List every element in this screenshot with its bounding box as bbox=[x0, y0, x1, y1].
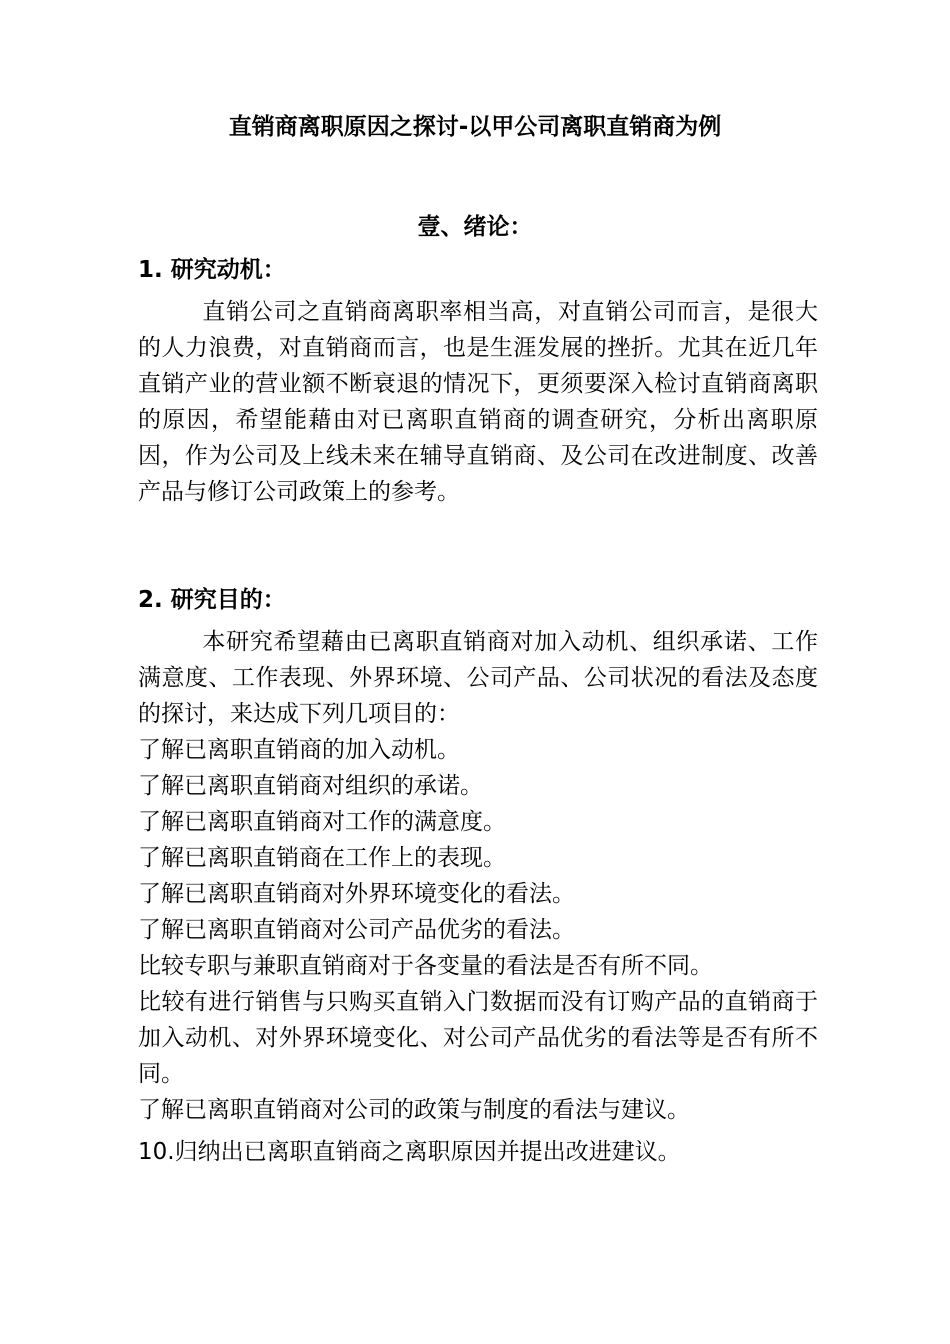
motivation-paragraph: 直销公司之直销商离职率相当高，对直销公司而言，是很大的人力浪费，对直销商而言，也是生涯发展的挫折。尤其在近几年直销产业的营业额不断衰退的情况下，更须要深入检讨直销商离职的原因，希望能藉由对已离职直销商的调查研究，分析出离职原因，作为公司及上线未来在辅导直销商、及公司在改进制度、改善产品与修订公司政策上的参考。 bbox=[138, 299, 818, 505]
list-item: 了解已离职直销商对工作的满意度。 bbox=[138, 809, 506, 835]
section-heading-text: 研究动机： bbox=[170, 257, 286, 283]
document-title: 直销商离职原因之探讨-以甲公司离职直销商为例 bbox=[228, 114, 722, 140]
list-item: 比较有进行销售与只购买直销入门数据而没有订购产品的直销商于加入动机、对外界环境变化、对公司产品优劣的看法等是否有所不同。 bbox=[138, 989, 818, 1087]
section-number: 2. bbox=[138, 587, 163, 613]
list-item: 了解已离职直销商对公司产品优劣的看法。 bbox=[138, 917, 575, 943]
chapter-title: 壹、绪论： bbox=[417, 214, 533, 240]
list-item: 比较专职与兼职直销商对于各变量的看法是否有所不同。 bbox=[138, 953, 713, 979]
section-heading-purpose bbox=[138, 583, 818, 617]
list-item-text: 归纳出已离职直销商之离职原因并提出改进建议。 bbox=[174, 1139, 681, 1165]
list-item-last bbox=[138, 1134, 818, 1170]
list-item: 了解已离职直销商对组织的承诺。 bbox=[138, 773, 483, 799]
list-item: 了解已离职直销商的加入动机。 bbox=[138, 737, 460, 763]
list-item: 了解已离职直销商在工作上的表现。 bbox=[138, 845, 506, 871]
purpose-paragraph: 本研究希望藉由已离职直销商对加入动机、组织承诺、工作满意度、工作表现、外界环境、公司产品、公司状况的看法及态度的探讨，来达成下列几项目的： bbox=[138, 629, 818, 727]
section-heading-motivation bbox=[138, 253, 818, 287]
list-item: 了解已离职直销商对外界环境变化的看法。 bbox=[138, 881, 575, 907]
list-item-number: 10. bbox=[138, 1139, 175, 1165]
list-item: 了解已离职直销商对公司的政策与制度的看法与建议。 bbox=[138, 1097, 690, 1123]
section-heading-text: 研究目的： bbox=[170, 587, 286, 613]
section-number: 1. bbox=[138, 257, 163, 283]
goal-list bbox=[138, 732, 818, 1128]
